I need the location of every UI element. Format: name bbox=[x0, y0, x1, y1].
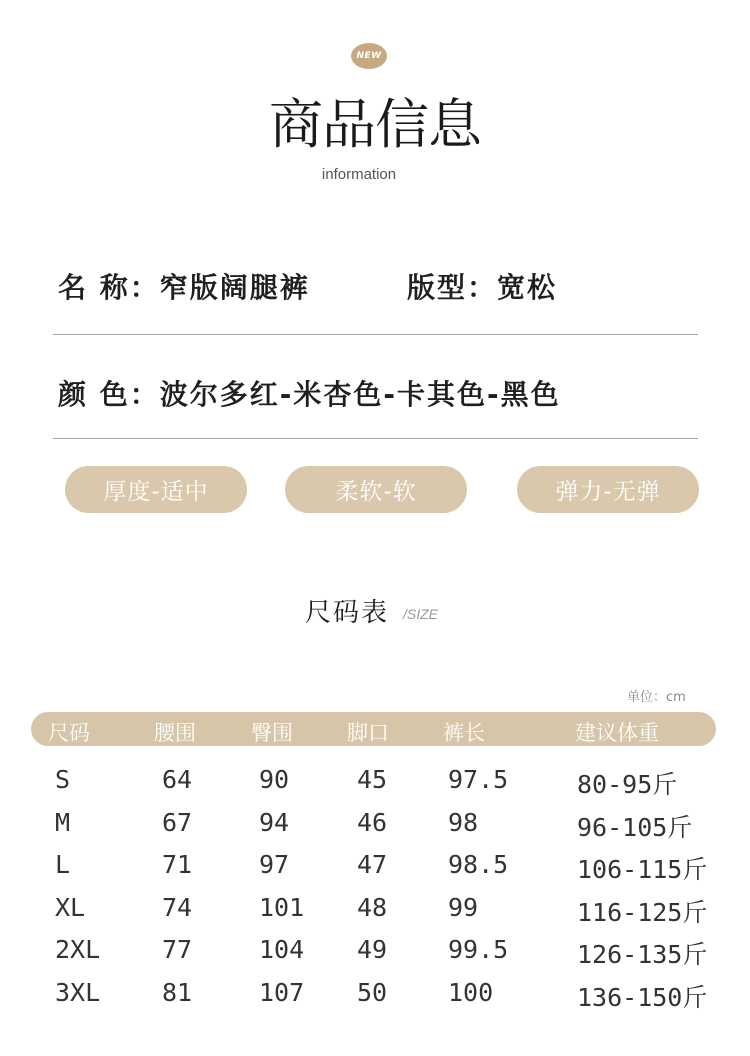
new-badge: NEW bbox=[351, 43, 387, 69]
table-cell: 46 bbox=[357, 808, 388, 837]
unit-label: 单位：cm bbox=[627, 690, 686, 705]
page-subtitle: information bbox=[321, 166, 397, 183]
product-colors: 颜 色：波尔多红-米杏色-卡其色-黑色 bbox=[58, 378, 561, 411]
table-cell: 49 bbox=[357, 935, 388, 964]
table-cell: 98 bbox=[448, 808, 479, 837]
table-cell: 101 bbox=[259, 893, 305, 922]
table-cell: 3XL bbox=[55, 978, 101, 1007]
divider bbox=[53, 334, 698, 335]
divider bbox=[53, 438, 698, 439]
attribute-softness: 柔软-软 bbox=[285, 466, 467, 513]
table-cell: 116-125斤 bbox=[577, 898, 708, 927]
table-cell: 2XL bbox=[55, 935, 101, 964]
table-cell: 126-135斤 bbox=[577, 940, 708, 969]
table-cell: 64 bbox=[162, 765, 193, 794]
table-cell: 97 bbox=[259, 850, 290, 879]
table-cell: 96-105斤 bbox=[577, 813, 693, 842]
table-cell: M bbox=[55, 808, 71, 837]
table-cell: 104 bbox=[259, 935, 305, 964]
table-cell: 94 bbox=[259, 808, 290, 837]
table-cell: 80-95斤 bbox=[577, 770, 678, 799]
page-title: 商品信息 bbox=[269, 93, 481, 156]
table-cell: 74 bbox=[162, 893, 193, 922]
header-length: 裤长 bbox=[443, 721, 485, 745]
header-waist: 腰围 bbox=[154, 721, 196, 745]
table-cell: 77 bbox=[162, 935, 193, 964]
table-cell: 99 bbox=[448, 893, 479, 922]
size-chart-title: 尺码表 bbox=[305, 598, 390, 628]
attribute-thickness: 厚度-适中 bbox=[65, 466, 247, 513]
table-cell: 50 bbox=[357, 978, 388, 1007]
header-weight: 建议体重 bbox=[575, 721, 659, 745]
table-cell: 97.5 bbox=[448, 765, 509, 794]
table-cell: 136-150斤 bbox=[577, 983, 708, 1012]
table-cell: 48 bbox=[357, 893, 388, 922]
table-cell: 45 bbox=[357, 765, 388, 794]
product-name: 名 称：窄版阔腿裤 bbox=[58, 271, 310, 304]
table-cell: 100 bbox=[448, 978, 494, 1007]
table-cell: 107 bbox=[259, 978, 305, 1007]
table-cell: XL bbox=[55, 893, 86, 922]
table-cell: 90 bbox=[259, 765, 290, 794]
table-cell: 106-115斤 bbox=[577, 855, 708, 884]
header-hip: 臀围 bbox=[251, 721, 293, 745]
product-style: 版型：宽松 bbox=[407, 271, 558, 304]
table-cell: 47 bbox=[357, 850, 388, 879]
table-cell: S bbox=[55, 765, 71, 794]
table-cell: 98.5 bbox=[448, 850, 509, 879]
table-cell: 81 bbox=[162, 978, 193, 1007]
attribute-elasticity: 弹力-无弹 bbox=[517, 466, 699, 513]
header-size: 尺码 bbox=[48, 721, 90, 745]
size-chart-subtitle: /SIZE bbox=[403, 606, 439, 622]
header-leg-opening: 脚口 bbox=[347, 721, 389, 745]
table-cell: 67 bbox=[162, 808, 193, 837]
table-cell: 99.5 bbox=[448, 935, 509, 964]
table-cell: L bbox=[55, 850, 71, 879]
table-cell: 71 bbox=[162, 850, 193, 879]
